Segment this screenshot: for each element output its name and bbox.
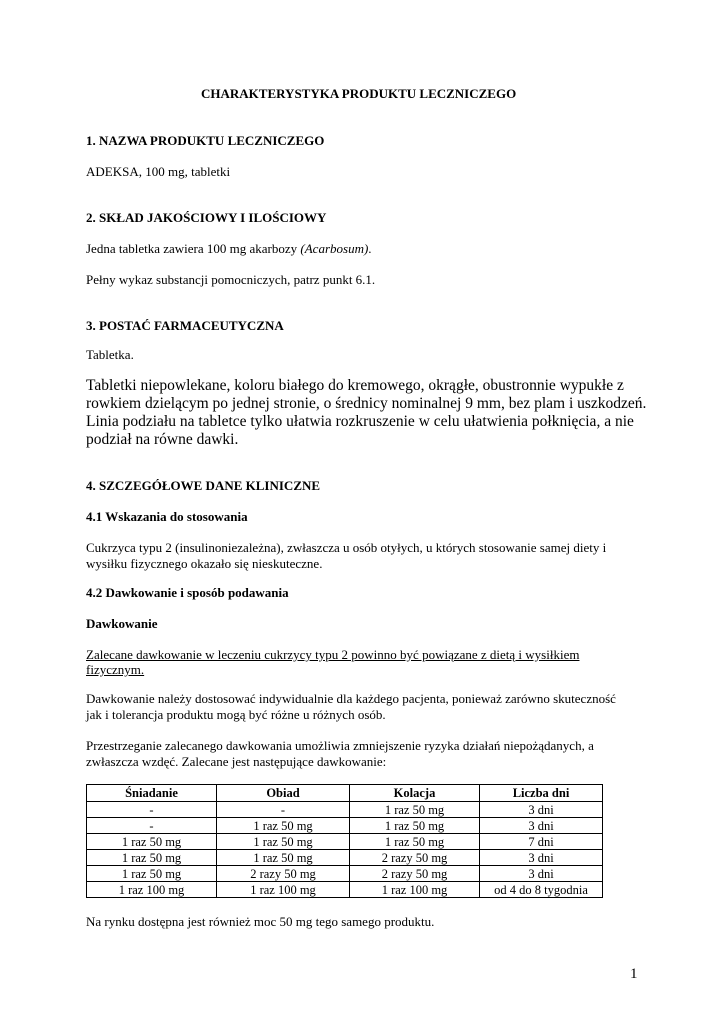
table-cell: 1 raz 50 mg [217, 834, 350, 850]
table-cell: 2 razy 50 mg [350, 866, 480, 882]
table-row [87, 818, 603, 834]
table-cell: 3 dni [480, 850, 603, 866]
table-cell: 1 raz 100 mg [87, 882, 217, 898]
table-cell: 1 raz 50 mg [87, 866, 217, 882]
availability-note: Na rynku dostępna jest również moc 50 mg tego samego produktu. [86, 914, 435, 929]
tablet-description-line: Tabletki niepowlekane, koloru białego do kremowego, okrągłe, obustronnie wypukłe z [86, 377, 624, 394]
table-cell: - [87, 802, 217, 818]
section-4-1-heading: 4.1 Wskazania do stosowania [86, 509, 248, 524]
table-row [87, 850, 603, 866]
table-row [87, 834, 603, 850]
table-cell: 1 raz 50 mg [217, 850, 350, 866]
table-row [87, 866, 603, 882]
table-row [87, 882, 603, 898]
table-cell: 1 raz 50 mg [350, 834, 480, 850]
table-header-cell: Obiad [217, 785, 350, 802]
excipients-line: Pełny wykaz substancji pomocniczych, patrz punkt 6.1. [86, 272, 376, 287]
table-cell: 1 raz 100 mg [217, 882, 350, 898]
tablet-description-line: podział na równe dawki. [86, 431, 239, 448]
table-header-cell: Śniadanie [87, 785, 217, 802]
section-4-2-heading: 4.2 Dawkowanie i sposób podawania [86, 585, 289, 600]
table-cell: 1 raz 50 mg [87, 850, 217, 866]
product-name: ADEKSA, 100 mg, tabletki [86, 164, 231, 179]
tablet-description-line: Linia podziału na tabletce tylko ułatwia rozkruszenie w celu ułatwienia połknięcia, a nie [86, 413, 634, 430]
page-number: 1 [630, 966, 638, 982]
dosage-paragraph-line: Przestrzeganie zalecanego dawkowania umożliwia zmniejszenie ryzyka działań niepożądanych, a [86, 738, 594, 753]
section-1-heading: 1. NAZWA PRODUKTU LECZNICZEGO [86, 133, 325, 148]
section-4-heading: 4. SZCZEGÓŁOWE DANE KLINICZNE [86, 478, 321, 493]
dosage-note-line: Zalecane dawkowanie w leczeniu cukrzycy typu 2 powinno być powiązane z dietą i wysiłkiem [86, 647, 580, 662]
table-cell: 7 dni [480, 834, 603, 850]
dosage-heading: Dawkowanie [86, 616, 158, 631]
indications-line: wysiłku fizycznego okazało się nieskuteczne. [86, 556, 323, 571]
pharmaceutical-form: Tabletka. [86, 347, 134, 362]
table-cell: 3 dni [480, 818, 603, 834]
indications-line: Cukrzyca typu 2 (insulinoniezależna), zwłaszcza u osób otyłych, u których stosowanie samej diety i [86, 540, 607, 555]
table-cell: 3 dni [480, 866, 603, 882]
table-row [87, 802, 603, 818]
composition-line: Jedna tabletka zawiera 100 mg akarbozy (Acarbosum). [86, 241, 372, 256]
table-cell: 1 raz 50 mg [87, 834, 217, 850]
document-title: CHARAKTERYSTYKA PRODUKTU LECZNICZEGO [201, 86, 517, 101]
table-cell: - [217, 802, 350, 818]
table-header-cell: Kolacja [350, 785, 480, 802]
table-cell: 1 raz 50 mg [350, 818, 480, 834]
dosage-paragraph-line: Dawkowanie należy dostosować indywidualnie dla każdego pacjenta, ponieważ zarówno skuteczność [86, 691, 616, 706]
table-cell: od 4 do 8 tygodnia [480, 882, 603, 898]
table-header-cell: Liczba dni [480, 785, 603, 802]
section-3-heading: 3. POSTAĆ FARMACEUTYCZNA [86, 318, 284, 333]
dosage-note-line: fizycznym. [86, 662, 145, 677]
table-cell: 1 raz 50 mg [217, 818, 350, 834]
table-cell: 3 dni [480, 802, 603, 818]
table-cell: 2 razy 50 mg [217, 866, 350, 882]
table-cell: 2 razy 50 mg [350, 850, 480, 866]
table-cell: - [87, 818, 217, 834]
table-cell: 1 raz 100 mg [350, 882, 480, 898]
tablet-description-line: rowkiem dzielącym po jednej stronie, o średnicy nominalnej 9 mm, bez plam i uszkodzeń. [86, 395, 647, 412]
dosage-paragraph-line: zwłaszcza wzdęć. Zalecane jest następujące dawkowanie: [86, 754, 387, 769]
table-cell: 1 raz 50 mg [350, 802, 480, 818]
dosage-table [86, 784, 603, 898]
section-2-heading: 2. SKŁAD JAKOŚCIOWY I ILOŚCIOWY [86, 210, 327, 225]
table-header-row [87, 785, 603, 802]
dosage-paragraph-line: jak i tolerancja produktu mogą być różne u różnych osób. [86, 707, 386, 722]
